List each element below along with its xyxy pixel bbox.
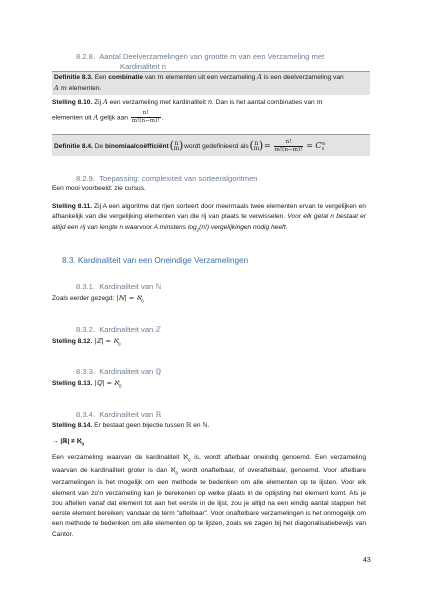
heading-number: 8.2.9. — [76, 174, 95, 183]
subscript: 0 — [188, 457, 191, 463]
text: Zoals eerder gezegd: — [52, 295, 115, 302]
text: . Dan is het aantal combinaties van — [212, 99, 315, 106]
subscript: 0 — [81, 441, 85, 447]
paragraph-countability — [52, 453, 366, 540]
heading-8-3-3 — [76, 367, 161, 377]
text: wordt gedefinieerd als — [184, 143, 249, 150]
math-var: A — [54, 84, 59, 93]
text: Een verzameling waarvan de kardinaliteit ℵ — [52, 454, 189, 461]
heading-title: Toepassing: complexiteit van sorteeralgoritmen — [99, 174, 258, 183]
math-var: A — [102, 98, 108, 106]
binomial-top: n — [254, 139, 259, 147]
definition-label: Definitie 8.4. — [54, 143, 93, 150]
fraction-numerator: n! — [274, 139, 304, 147]
heading-8-3: 8.3. Kardinaliteit van een Oneindige Verzamelingen — [62, 256, 249, 265]
subscript: 0 — [175, 469, 179, 475]
term: binomiaalcoëfficiënt — [104, 143, 169, 150]
term: combinatie — [108, 74, 144, 81]
theorem-label: Stelling 8.11. — [52, 203, 93, 210]
theorem-8-10 — [52, 97, 366, 108]
text: Een — [94, 74, 107, 81]
text: gelijk aan — [100, 114, 128, 122]
heading-title: Kardinaliteit van ℝ — [99, 410, 162, 419]
math-expression: |ℤ| = ℵ — [94, 337, 119, 345]
definition-8-4 — [52, 134, 370, 156]
heading-number: 8.3.3. — [76, 367, 95, 376]
theorem-8-11 — [52, 202, 366, 235]
math-var: m — [316, 98, 323, 106]
text: . — [161, 114, 164, 122]
definition-8-3 — [52, 71, 370, 95]
heading-8-2-8 — [76, 52, 376, 72]
heading-8-3-1 — [76, 282, 161, 292]
binomial-top: n — [174, 139, 179, 147]
superscript: m — [321, 141, 326, 147]
theorem-label: Stelling 8.12. — [52, 338, 93, 345]
theorem-label: Stelling 8.14. — [52, 422, 93, 429]
text: elementen uit — [52, 114, 92, 122]
text: De — [94, 143, 104, 150]
definition-label: Definitie 8.3. — [54, 74, 93, 81]
text: Zij A een algoritme dat rijen sorteert door meermaals twee elementen ervan te vergelijken en afhankelijk van die vergelijking elementen van die rij van plaats te verwisselen. — [52, 203, 366, 221]
math-var: A — [257, 73, 262, 81]
math-expression: |ℕ| = ℵ — [116, 294, 142, 302]
text: wordt onaftelbaar, of overaftelbaar, genoemd. Voor aftelbare verzamelingen is het mogelijk om een methode te bedenken om alle elementen op te lijsten. Voor elk element van zo'n verzameling kan je berekenen op welke plaats in de oplijsting het element komt. Als je zou aftellen vanaf dat element tot aan het eerste in de lijst, zou je altijd na een eindig aantal stappen het eerste element bereiken; vandaar de term "aftelbaar". Voor onaftelbare verzamelingen is het onmogelijk om een methode te bedenken om alle elementen op te lijsten, zoals we zagen bij het diagonalisatiebewijs van Cantor. — [52, 466, 366, 538]
math-var: m — [60, 84, 67, 93]
text: (n!) vergelijkingen nodig heeft. — [199, 223, 288, 231]
binomial-bottom: m — [253, 145, 260, 153]
binomial — [171, 141, 183, 152]
fraction — [274, 139, 304, 154]
theorem-8-14 — [52, 421, 210, 431]
math-var: n — [207, 98, 213, 106]
heading-title: Kardinaliteit van ℚ — [99, 367, 162, 376]
binomial-bottom: m — [173, 145, 180, 153]
theorem-label: Stelling 8.10. — [52, 99, 93, 106]
binomial — [250, 141, 262, 152]
math-expression: |ℚ| = ℵ — [94, 379, 119, 387]
heading-title: Kardinaliteit van ℕ — [99, 282, 162, 291]
paragraph-8-2-9: Een mooi voorbeeld: zie cursus. — [52, 185, 146, 192]
conclusion-line — [52, 437, 84, 450]
math-var: A — [93, 113, 99, 122]
theorem-8-13 — [52, 378, 122, 392]
subscript: 0 — [118, 341, 121, 347]
heading-title: Kardinaliteit van ℤ — [99, 325, 162, 334]
heading-number: 8.3.2. — [76, 325, 95, 334]
paragraph-8-3-1 — [52, 293, 144, 307]
text: Zij — [94, 99, 102, 106]
heading-number: 8.3.4. — [76, 410, 95, 419]
heading-8-3-4 — [76, 410, 161, 420]
text: elementen. — [68, 85, 102, 93]
fraction-denominator: m!(n−m)! — [131, 118, 160, 124]
page-number: 43 — [363, 557, 371, 564]
theorem-8-10-line2 — [52, 110, 366, 125]
theorem-8-12 — [52, 336, 121, 350]
equals: = — [264, 141, 271, 150]
text: is een deelverzameling van — [263, 74, 344, 81]
combination-symbol: = C — [306, 141, 322, 150]
heading-8-3-2 — [76, 325, 161, 335]
text: Voor elk getal n bestaat er altijd een rij van lengte n waarvoor A minstens log — [52, 213, 367, 231]
heading-number: 8.3.1. — [76, 282, 95, 291]
text: van — [144, 74, 156, 81]
heading-number: 8.2.8. — [76, 52, 95, 61]
text: Er bestaat geen bijectie tussen ℝ en ℕ. — [94, 422, 210, 429]
text: een verzameling met kardinaliteit — [109, 99, 206, 106]
text: is, wordt aftelbaar oneindig genoemd. Een verzameling waarvan de kardinaliteit groter is dan ℵ — [52, 454, 366, 474]
fraction-numerator: n! — [131, 110, 161, 118]
heading-8-2-9 — [76, 174, 376, 184]
text: elementen uit een verzameling — [165, 74, 256, 81]
subscript: 2 — [196, 226, 200, 232]
subscript: 0 — [118, 383, 122, 389]
math-var: m — [157, 73, 164, 81]
subscript: n — [321, 146, 325, 152]
math-expression: → |ℝ| ≠ ℵ — [52, 438, 82, 445]
fraction — [131, 110, 161, 125]
heading-title-cont: Kardinaliteit n — [120, 62, 167, 71]
theorem-label: Stelling 8.13. — [52, 380, 93, 387]
subscript: 0 — [141, 298, 144, 304]
fraction-denominator: m!(n−m)! — [274, 146, 303, 153]
heading-title: Aantal Deelverzamelingen van grootte m van een Verzameling met — [99, 52, 325, 61]
